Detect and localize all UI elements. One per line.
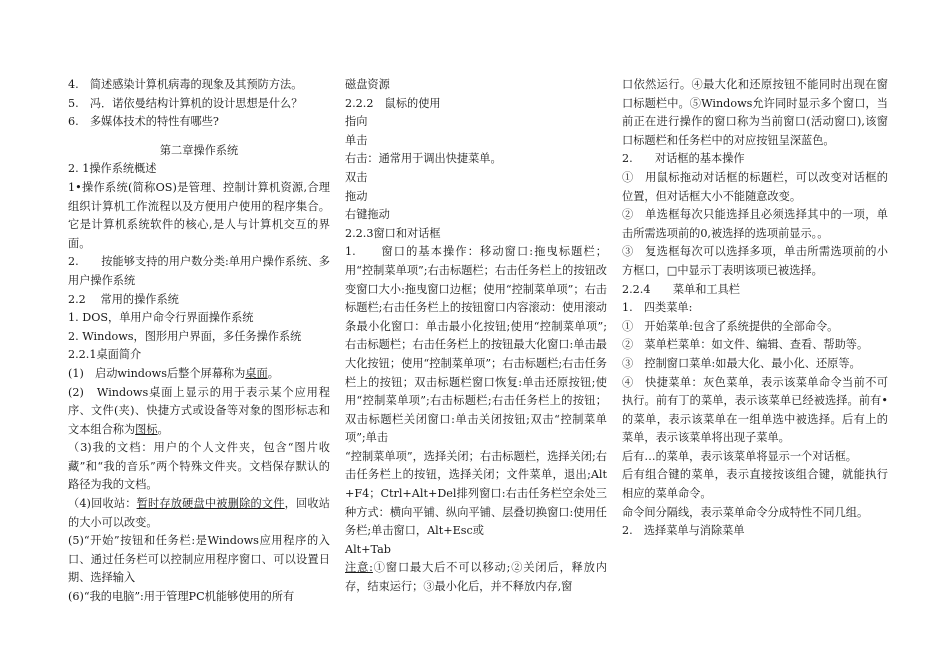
paragraph [68, 291, 330, 310]
paragraph [622, 76, 888, 150]
paragraph [345, 541, 607, 560]
underlined-term: 图标 [135, 422, 158, 436]
paragraph-text: 右击：通常用于调出快捷菜单。 [345, 152, 502, 166]
paragraph [345, 132, 607, 151]
paragraph [345, 206, 607, 225]
paragraph [622, 169, 888, 206]
paragraph [68, 309, 330, 328]
paragraph [345, 95, 607, 114]
chapter-title [68, 142, 330, 161]
paragraph [345, 243, 607, 448]
paragraph [68, 346, 330, 365]
paragraph [345, 448, 607, 541]
paragraph-text: ① 开始菜单:包含了系统提供的全部命令。 [622, 319, 839, 333]
paragraph [68, 253, 330, 290]
paragraph-text: 1•操作系统(简称OS)是管理、控制计算机资源,合理组织计算机工作流程以及方便用户使用的程序集合。它是计算机系统软件的核心,是人与计算机交互的界面。 [68, 180, 330, 250]
paragraph-text: 2.2.3窗口和对话框 [345, 226, 441, 240]
paragraph [622, 466, 888, 503]
paragraph [68, 495, 330, 532]
paragraph-text: (6)“我的电脑”:用于管理PC机能够使用的所有 [68, 590, 295, 604]
paragraph-text: 命令间分隔线，表示菜单命令分成特性不同几组。 [622, 505, 869, 519]
paragraph [68, 328, 330, 347]
paragraph [622, 281, 888, 300]
paragraph-text-tail: ，回收站的大小可以改变。 [68, 497, 330, 529]
paragraph-text: 单击 [345, 133, 368, 147]
paragraph-text: 第二章操作系统 [159, 143, 239, 157]
paragraph-text-tail: 。 [267, 366, 279, 380]
paragraph [622, 522, 888, 541]
paragraph-text: 4. 简述感染计算机病毒的现象及其预防方法。 [68, 78, 303, 91]
paragraph [622, 448, 888, 467]
paragraph-text: （4)回收站： [68, 497, 137, 511]
paragraph-text: 右键拖动 [345, 208, 390, 222]
paragraph-text: （3)我的文档：用户的个人文件夹，包含“图片收藏”和“我的音乐”两个特殊文件夹。文档保存默认的路径为我的文档。 [68, 441, 330, 492]
paragraph-text: 双击 [345, 170, 368, 184]
paragraph-text: 2. 按能够支持的用户数分类:单用户操作系统、多用户操作系统 [68, 255, 330, 287]
paragraph [68, 384, 330, 440]
paragraph [68, 439, 330, 495]
column-left [68, 76, 330, 607]
paragraph-text-tail: ①窗口最大后不可以移动;②关闭后，释放内存，结束运行；③最小化后，并不释放内存,窗 [345, 561, 607, 594]
paragraph [345, 225, 607, 244]
paragraph-text: ② 菜单栏菜单：如文件、编辑、查看、帮助等。 [622, 338, 869, 352]
paragraph-text: 2.2 常用的操作系统 [68, 292, 179, 306]
paragraph [345, 150, 607, 169]
paragraph-text: ④ 快捷菜单：灰色菜单，表示该菜单命令当前不可执行。前有丁的菜单，表示该菜单已经被选择。前有•的菜单，表示该菜单在一组单选中被选择。后有上的菜单，表示该菜单将出现子菜单。 [622, 375, 888, 445]
paragraph-text: ③ 复选框每次可以选择多项，单击所需选项前的小方框口，□中显示丁表明该项已被选择。 [622, 245, 888, 277]
column-right [622, 76, 888, 541]
paragraph [622, 355, 888, 374]
paragraph-text: 磁盘资源 [345, 78, 390, 91]
paragraph [68, 95, 330, 114]
paragraph [345, 559, 607, 596]
paragraph-text: 6. 多媒体技术的特性有哪些? [68, 115, 219, 129]
note-label: 注意: [345, 561, 373, 575]
paragraph [345, 188, 607, 207]
paragraph-text: 1. 窗口的基本操作：移动窗口:拖曳标题栏；用“控制菜单项”;右击标题栏；右击任务栏上的按钮改变窗口大小:拖曳窗口边框；使用“控制菜单项”；右击标题栏;右击任务栏上的按钮窗口内容滚动：使用滚动条最小化窗口：单击最小化按钮;使用“控制菜单项”;右击标题栏；右击任务栏上的按钮最大化窗口:单击最大化按钮；使用“控制菜单项”；右击标题栏;右击任务栏上的按钮；双击标题栏窗口恢复:单击还原按钮;使用“控制菜单项”;右击标题栏;右击任务栏上的按钮；双击标题栏关闭窗口:单击关闭按钮;双击“控制菜单项”;单击 [345, 245, 607, 445]
paragraph [68, 76, 330, 95]
paragraph-text: 5. 冯．诺依曼结构计算机的设计思想是什么？ [68, 96, 303, 110]
paragraph [68, 532, 330, 588]
paragraph-text: (5)“开始”按钮和任务栏:是Windows应用程序的入口、通过任务栏可以控制应用程序窗口、可以设置日期、选择输入 [68, 534, 330, 585]
paragraph [345, 169, 607, 188]
paragraph [68, 160, 330, 179]
paragraph-text: (2) Windows桌面上显示的用于表示某个应用程序、文件(夹)、快捷方式或设备等对象的图形标志和文本组合称为 [68, 385, 330, 436]
paragraph [68, 588, 330, 607]
paragraph-text: ② 单选框每次只能选择且必须选择其中的一项，单击所需选项前的0,被选择的选项前显示。。 [622, 208, 888, 240]
paragraph-text: 1. DOS，单用户命令行界面操作系统 [68, 311, 254, 325]
paragraph-text: ① 用鼠标拖动对话框的标题栏，可以改变对话框的位置，但对话框大小不能随意改变。 [622, 170, 888, 203]
paragraph-text: 后有…的菜单，表示该菜单将显示一个对话框。 [622, 449, 857, 463]
paragraph [622, 336, 888, 355]
paragraph [622, 374, 888, 448]
paragraph-text: 2. Windows，图形用户界面，多任务操作系统 [68, 329, 302, 343]
paragraph-text: Alt+Tab [345, 542, 391, 556]
paragraph-text: 指向 [345, 115, 368, 129]
paragraph [622, 299, 888, 318]
paragraph [345, 113, 607, 132]
paragraph-text: (1) 启动windows后整个屏幕称为 [68, 366, 246, 380]
paragraph [68, 365, 330, 384]
paragraph-text-tail: 。 [157, 422, 169, 436]
paragraph-text: 2.2.2 鼠标的使用 [345, 96, 441, 110]
paragraph [68, 179, 330, 253]
paragraph [622, 318, 888, 337]
paragraph [622, 206, 888, 243]
paragraph [68, 113, 330, 132]
underlined-term: 暂时存放硬盘中被删除的文件 [136, 497, 285, 511]
underlined-term: 桌面 [245, 366, 268, 380]
paragraph [622, 150, 888, 169]
paragraph-text: 口依然运行。④最大化和还原按钮不能同时出现在窗口标题栏中。⑤Windows允许同时显示多个窗口，当前正在进行操作的窗口称为当前窗口(活动窗口),该窗口标题栏和任务栏中的对应按钮呈深蓝色。 [622, 78, 888, 147]
paragraph-text: “控制菜单项”，选择关闭；右击标题栏，选择关闭;右击任务栏上的按钮，选择关闭；文件菜单，退出;Alt+F4；Ctrl+Alt+Del排列窗口:右击任务栏空余处三种方式：横向平铺、纵向平铺、层叠切换窗口:使用任务栏;单击窗口，Alt+Esc或 [345, 449, 607, 538]
paragraph-text: ③ 控制窗口菜单:如最大化、最小化、还原等。 [622, 356, 861, 370]
paragraph-text: 2. 对话框的基本操作 [622, 152, 745, 166]
paragraph-text: 2.2.4 菜单和工具栏 [622, 282, 740, 296]
paragraph-text: 拖动 [345, 189, 368, 203]
paragraph-text: 后有组合键的菜单，表示直接按该组合键，就能执行相应的菜单命令。 [622, 468, 888, 501]
paragraph [622, 504, 888, 523]
paragraph [345, 76, 607, 95]
paragraph [622, 243, 888, 280]
paragraph-text: 2. 选择菜单与消除菜单 [622, 524, 745, 538]
paragraph-text: 1. 四类菜单: [622, 301, 693, 315]
column-middle [345, 76, 607, 597]
paragraph-text: 2. 1操作系统概述 [68, 162, 157, 176]
paragraph-text: 2.2.1桌面简介 [68, 348, 142, 362]
